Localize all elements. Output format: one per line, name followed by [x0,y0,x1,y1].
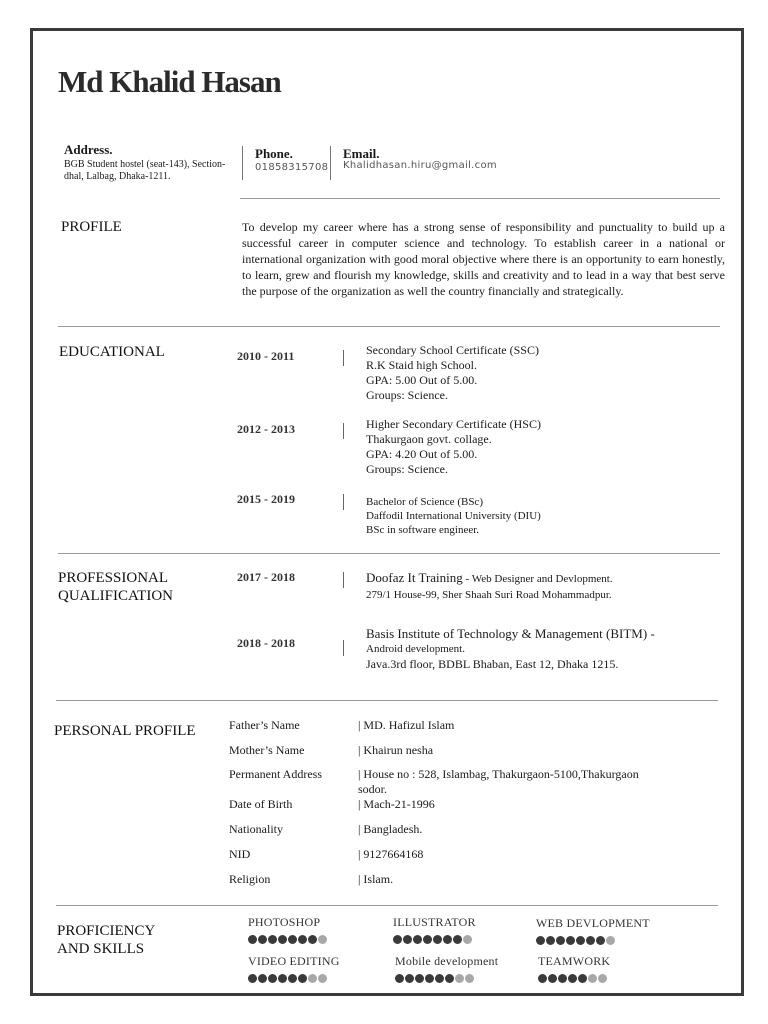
skill-item [395,954,498,983]
rating-dot-filled [576,936,585,945]
rating-dot-filled [393,935,402,944]
rating-dot-filled [423,935,432,944]
phone-value: 01858315708 [255,162,329,173]
skill-rating [393,935,476,944]
rating-dot-filled [433,935,442,944]
rating-dot-filled [268,935,277,944]
skill-item [248,954,340,983]
personal-value [358,767,639,797]
skill-name: VIDEO EDITING [248,954,340,968]
rating-dot-empty [318,974,327,983]
role: - Web Designer and Devlopment. [462,573,613,585]
rating-dot-empty [308,974,317,983]
rating-dot-filled [405,974,414,983]
skill-rating [536,936,650,945]
gpa: GPA: 5.00 Out of 5.00. [366,373,478,387]
address-label: Address. [64,142,113,157]
divider [56,700,718,701]
personal-label: NID [229,847,251,861]
rating-dot-filled [268,974,277,983]
qualification-heading-line-2: QUALIFICATION [58,588,173,604]
divider [58,326,720,327]
personal-value: | MD. Hafizul Islam [358,718,455,732]
rating-dot-filled [258,974,267,983]
contact-divider [242,146,243,180]
qualification-entry [366,569,613,602]
timeline-tick [343,350,344,366]
timeline-tick [343,423,344,439]
rating-dot-filled [453,935,462,944]
rating-dot-filled [298,974,307,983]
education-entry [366,495,541,537]
personal-value: | 9127664168 [358,847,424,861]
education-heading: EDUCATIONAL [59,344,165,360]
education-years: 2012 - 2013 [237,422,295,436]
skill-name: PHOTOSHOP [248,915,321,929]
skill-name: TEAMWORK [538,954,611,968]
skill-name: ILLUSTRATOR [393,915,476,929]
skill-name: WEB DEVLOPMENT [536,916,650,930]
rating-dot-empty [463,935,472,944]
skill-item [536,916,650,945]
personal-label: Father’s Name [229,718,300,732]
qualification-years: 2017 - 2018 [237,570,295,584]
rating-dot-filled [278,935,287,944]
rating-dot-filled [536,936,545,945]
education-years: 2010 - 2011 [237,349,295,363]
personal-value: | Mach-21-1996 [358,797,435,811]
phone-label: Phone. [255,146,293,161]
group: Groups: Science. [366,388,448,402]
divider [240,198,720,199]
profile-text: To develop my career where has a strong sense of responsibility and punctuality to build up a successful career in computer science and technology. To establish career in a national or international organization with good moral objective where there is an opportunity to earn honestly, to learn, grew and flourish my knowledge, skills and creativity and to lead in a way that best serve the purpose of the organization as well the country financially and strategically. [242,220,725,298]
rating-dot-filled [548,974,557,983]
timeline-tick [343,640,344,656]
rating-dot-filled [445,974,454,983]
organization: Basis Institute of Technology & Management (BITM) - [366,626,655,641]
skill-rating [248,974,340,983]
skills-heading-line-2: AND SKILLS [57,941,145,957]
skills-heading [57,922,155,958]
rating-dot-filled [538,974,547,983]
rating-dot-empty [465,974,474,983]
rating-dot-filled [248,974,257,983]
rating-dot-filled [425,974,434,983]
rating-dot-filled [258,935,267,944]
program: BSc in software engineer. [366,524,480,536]
qualification-entry [366,625,655,672]
rating-dot-filled [288,935,297,944]
rating-dot-filled [558,974,567,983]
institution: Daffodil International University (DIU) [366,510,541,522]
rating-dot-empty [588,974,597,983]
skill-rating [395,974,498,983]
divider [58,553,720,554]
rating-dot-filled [586,936,595,945]
rating-dot-empty [598,974,607,983]
education-entry [366,343,539,403]
candidate-name: Md Khalid Hasan [58,64,281,99]
rating-dot-filled [308,935,317,944]
rating-dot-empty [455,974,464,983]
rating-dot-filled [596,936,605,945]
rating-dot-filled [288,974,297,983]
organization: Doofaz It Training [366,570,463,585]
qualification-heading [58,569,173,605]
skill-name: Mobile development [395,954,499,968]
divider [56,905,718,906]
qualification-heading-line-1: PROFESSIONAL [58,570,169,586]
education-years: 2015 - 2019 [237,492,295,506]
institution: R.K Staid high School. [366,358,478,372]
personal-label: Religion [229,872,271,886]
address-line-2: sodor. [358,782,388,796]
personal-label: Permanent Address [229,767,322,781]
organization-address: 279/1 House-99, Sher Shaah Suri Road Mohammadpur. [366,589,612,601]
profile-heading: PROFILE [61,219,122,235]
email-label: Email. [343,146,380,161]
education-entry [366,417,541,477]
group: Groups: Science. [366,462,448,476]
rating-dot-empty [318,935,327,944]
address-line-1: | House no : 528, Islambag, Thakurgaon-5100,Thakurgaon [358,767,639,781]
personal-label: Nationality [229,822,283,836]
personal-value: | Khairun nesha [358,743,434,757]
rating-dot-filled [556,936,565,945]
rating-dot-filled [566,936,575,945]
degree: Bachelor of Science (BSc) [366,496,483,508]
skill-item [538,954,610,983]
rating-dot-filled [435,974,444,983]
personal-value: | Islam. [358,872,394,886]
organization-address: Java.3rd floor, BDBL Bhaban, East 12, Dhaka 1215. [366,657,619,671]
rating-dot-filled [403,935,412,944]
personal-value: | Bangladesh. [358,822,423,836]
rating-dot-filled [298,935,307,944]
rating-dot-filled [415,974,424,983]
rating-dot-empty [606,936,615,945]
personal-label: Date of Birth [229,797,293,811]
degree: Secondary School Certificate (SSC) [366,343,539,357]
rating-dot-filled [278,974,287,983]
rating-dot-filled [568,974,577,983]
rating-dot-filled [395,974,404,983]
email-value[interactable]: Khalidhasan.hiru@gmail.com [343,160,497,171]
skill-rating [538,974,610,983]
rating-dot-filled [248,935,257,944]
skill-rating [248,935,327,944]
rating-dot-filled [546,936,555,945]
contact-divider [330,146,331,180]
rating-dot-filled [443,935,452,944]
timeline-tick [343,572,344,588]
skill-item [248,915,327,944]
skill-item [393,915,476,944]
address-line-2: dhal, Lalbag, Dhaka-1211. [64,171,171,182]
rating-dot-filled [578,974,587,983]
rating-dot-filled [413,935,422,944]
personal-heading: PERSONAL PROFILE [54,723,196,739]
personal-label: Mother’s Name [229,743,305,757]
gpa: GPA: 4.20 Out of 5.00. [366,447,478,461]
timeline-tick [343,494,344,510]
skills-heading-line-1: PROFICIENCY [57,923,156,939]
degree: Higher Secondary Certificate (HSC) [366,417,541,431]
institution: Thakurgaon govt. collage. [366,432,492,446]
address-line-1: BGB Student hostel (seat-143), Section- [64,159,226,170]
role: Android development. [366,643,465,655]
qualification-years: 2018 - 2018 [237,636,295,650]
